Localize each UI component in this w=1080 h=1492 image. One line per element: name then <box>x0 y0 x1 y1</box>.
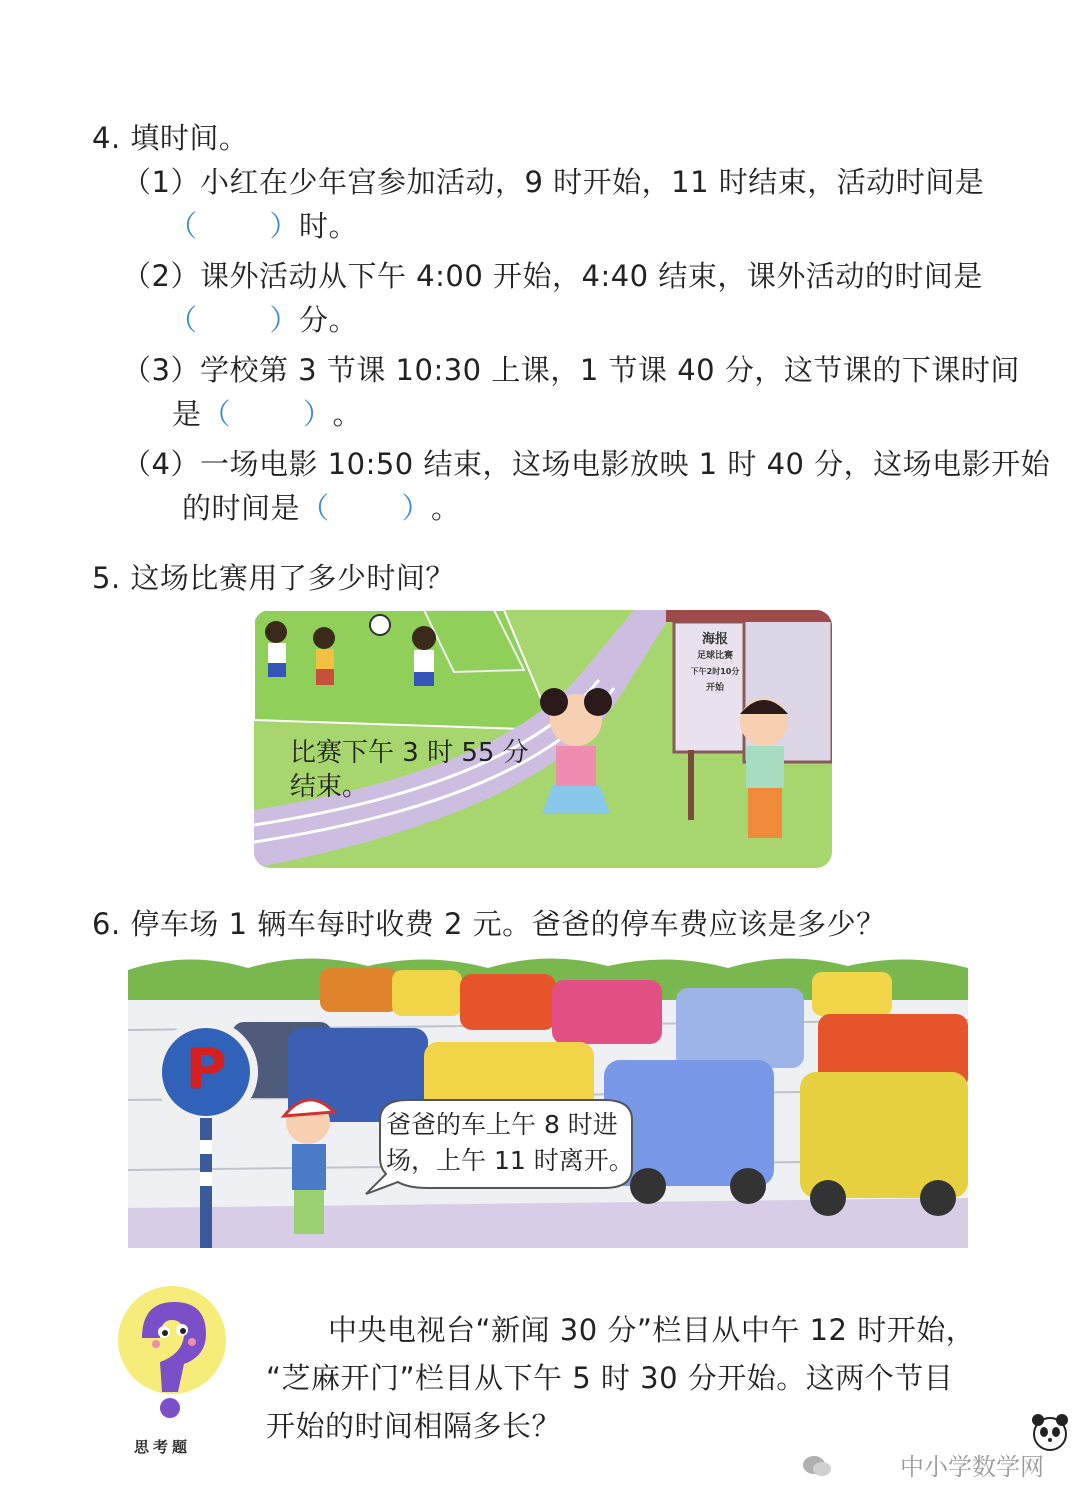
answer-blank[interactable]: （ ） <box>168 209 300 243</box>
poster-title: 海报 <box>701 632 728 647</box>
parking-lot-illustration <box>128 950 968 1248</box>
think-line3: 开始的时间相隔多长？ <box>266 1409 562 1443</box>
panda-icon <box>1028 1412 1072 1452</box>
q5-speech-line2: 结束。 <box>290 772 369 802</box>
q4-item4-text: （4）一场电影 10:50 结束，这场电影放映 1 时 40 分，这场电影开始 <box>122 447 1051 481</box>
poster-line2: 下午2时10分 <box>690 667 740 676</box>
q4-item3-answer[interactable]: 是（ ）。 <box>172 394 362 434</box>
q4-title: 4. 填时间。 <box>92 121 249 155</box>
q4-item2-answer[interactable]: （ ）分。 <box>168 300 358 340</box>
think-label: 思考题 <box>134 1438 192 1456</box>
q4-item3-text: （3）学校第 3 节课 10:30 上课，1 节课 40 分，这节课的下课时间 <box>122 353 1020 387</box>
q6-speech-line2: 场，上午 11 时离开。 <box>386 1146 634 1175</box>
q4-item1-answer[interactable]: （ ）时。 <box>168 206 358 246</box>
watermark: 中小学数学网 <box>900 1453 1044 1481</box>
poster-line3: 开始 <box>705 683 724 693</box>
think-question-mark-icon <box>112 1284 232 1434</box>
poster-text <box>690 632 740 696</box>
q6-speech-line1: 爸爸的车上午 8 时进 <box>386 1110 618 1139</box>
q4-item1-text: （1）小红在少年宫参加活动，9 时开始，11 时结束，活动时间是 <box>122 165 985 199</box>
parking-lot-drawing <box>128 950 968 1248</box>
q6-title: 6. 停车场 1 辆车每时收费 2 元。爸爸的停车费应该是多少？ <box>92 907 886 941</box>
soccer-scene-illustration <box>254 610 832 868</box>
think-line2: “芝麻开门”栏目从下午 5 时 30 分开始。这两个节目 <box>266 1361 954 1395</box>
q4-item2-text: （2）课外活动从下午 4:00 开始，4:40 结束，课外活动的时间是 <box>122 259 983 293</box>
think-line1: 中央电视台“新闻 30 分”栏目从中午 12 时开始， <box>328 1313 976 1347</box>
parking-sign-letter: P <box>185 1037 227 1102</box>
poster-line1: 足球比赛 <box>696 651 733 661</box>
q5-speech-line1: 比赛下午 3 时 55 分 <box>290 738 529 768</box>
answer-blank[interactable]: （ ） <box>168 303 300 337</box>
q5-title: 5. 这场比赛用了多少时间？ <box>92 561 455 595</box>
answer-blank[interactable]: （ ） <box>201 397 333 431</box>
wechat-icon <box>802 1454 832 1478</box>
q4-item4-answer[interactable]: 的时间是（ ）。 <box>182 488 461 528</box>
answer-blank[interactable]: （ ） <box>300 491 432 525</box>
